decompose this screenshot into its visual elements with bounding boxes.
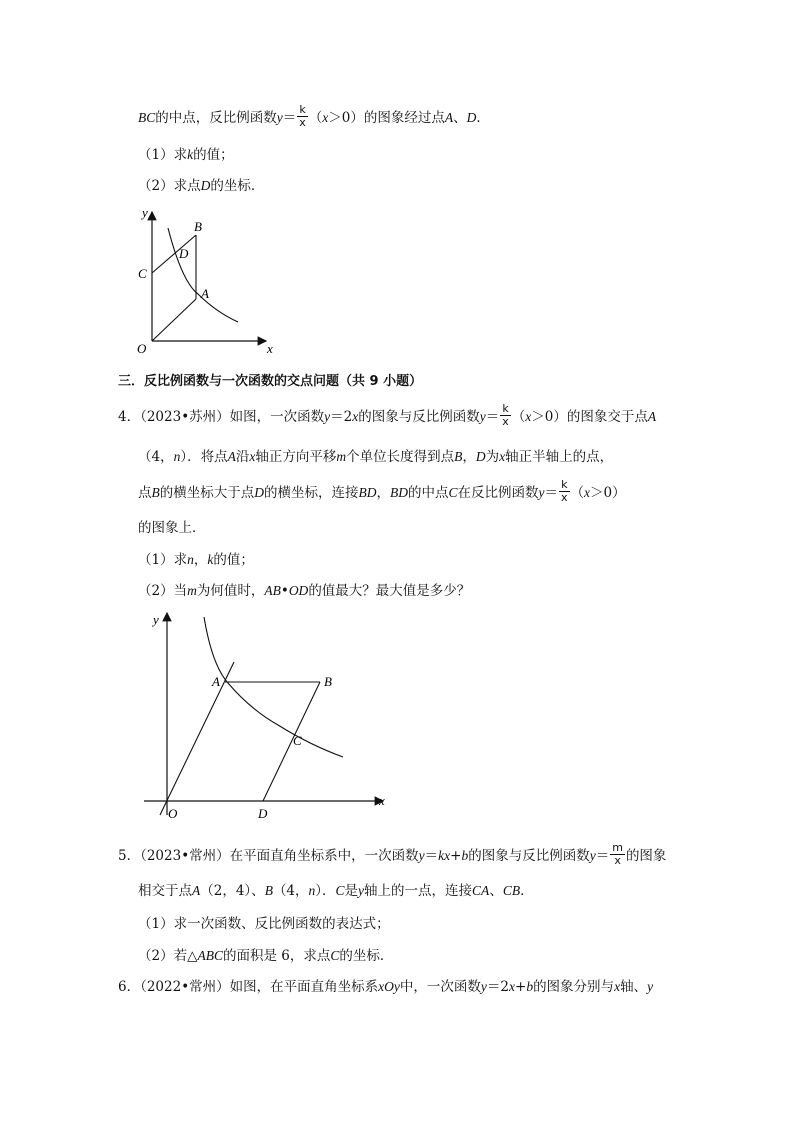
text: ＝2 [486, 979, 509, 995]
segment-oa [152, 299, 196, 341]
text: 在反比例函数 [457, 485, 539, 501]
label-d: D [258, 806, 268, 821]
text: （1）求 [138, 552, 188, 568]
var: x [322, 110, 329, 125]
var: A [647, 409, 657, 424]
text: ， [376, 485, 390, 501]
text: ＝ [424, 848, 439, 864]
prev-question-1 [138, 145, 234, 165]
var: y [358, 883, 365, 898]
text: （2）若△ [138, 948, 198, 964]
text: （ [308, 110, 323, 126]
text: 的横坐标大于点 [159, 485, 255, 501]
text: 的图象与反比例函数 [468, 848, 590, 864]
var: b [461, 848, 469, 863]
label-d: D [179, 246, 189, 261]
fraction-numerator: m [612, 841, 623, 854]
text: 的值最大？最大值是多少？ [308, 583, 471, 599]
var: BD [390, 485, 408, 500]
text: 、 [453, 110, 467, 126]
var: y [589, 848, 596, 863]
var: B [151, 485, 160, 500]
fraction [500, 403, 511, 428]
var: b [526, 979, 534, 994]
text: 的图象 [625, 848, 667, 864]
segment-cb [152, 235, 196, 273]
text: 相交于点 [138, 883, 192, 899]
var: y [647, 979, 654, 994]
var: D [200, 178, 211, 193]
var: x [509, 979, 515, 994]
fraction [559, 479, 570, 504]
label-x: x [267, 341, 273, 356]
text: 个单位长度得到点 [346, 449, 455, 465]
var: D [475, 449, 486, 464]
fraction-denominator: x [614, 854, 621, 867]
text: 的图象与反比例函数 [358, 409, 480, 425]
text: （4， [138, 449, 174, 465]
var: x [499, 449, 506, 464]
problem5-line2 [138, 881, 534, 901]
hyperbola-curve [168, 228, 238, 322]
text: （ [570, 485, 585, 501]
text: ＞0）的图象经过点 [328, 110, 445, 126]
var: CA [472, 883, 490, 898]
var: xOy [378, 979, 400, 994]
segment-bd [263, 682, 320, 801]
text: ＞0）的图象交于点 [531, 409, 648, 425]
label-b: B [324, 674, 332, 689]
text: ＝2 [330, 409, 353, 425]
segment-label: BC [138, 110, 156, 125]
hyperbola-curve [204, 617, 343, 757]
fraction [297, 104, 308, 129]
var: OD [288, 583, 309, 598]
text: ＝ [544, 485, 559, 501]
text: ， [462, 449, 476, 465]
problem4-question-2 [138, 581, 470, 601]
var: B [264, 883, 273, 898]
text: 的中点 [408, 485, 449, 501]
text: ＝ [282, 110, 297, 126]
label-c: C [138, 266, 147, 281]
label-o: O [137, 341, 147, 356]
prev-question-2 [138, 176, 264, 196]
var: k [187, 147, 194, 162]
problem5-question-1: （1）求一次函数、反比例函数的表达式； [138, 916, 390, 932]
var: A [444, 110, 454, 125]
text: 中，一次函数 [399, 979, 481, 995]
problem4-figure [138, 605, 398, 835]
label-y: y [142, 205, 148, 220]
fraction-denominator: x [561, 491, 568, 504]
var: BD [358, 485, 377, 500]
fraction-denominator: x [502, 415, 509, 428]
text: + [515, 979, 527, 995]
var: kx [438, 848, 451, 863]
fraction-numerator: k [297, 104, 308, 117]
text: 的坐标． [339, 948, 394, 964]
prev-problem-statement [138, 103, 490, 131]
var: D [466, 110, 477, 125]
text: 轴正半轴上的点， [505, 449, 614, 465]
var: x [352, 409, 359, 424]
var: B [454, 449, 463, 464]
var: y [479, 409, 486, 424]
var: C [330, 948, 340, 963]
var: x [249, 449, 256, 464]
prev-problem-figure [130, 200, 290, 360]
text: （4， [272, 883, 309, 899]
problem6-line1 [118, 977, 653, 997]
problem4-line2 [138, 447, 613, 467]
var: C [335, 883, 345, 898]
var: m [187, 583, 197, 598]
problem4-line3 [138, 478, 626, 506]
text: 的面积是 6，求点 [222, 948, 331, 964]
text: （1）求 [138, 147, 188, 163]
text: + [450, 848, 462, 864]
text: 为何值时， [196, 583, 265, 599]
var: y [480, 979, 487, 994]
text: 是 [344, 883, 359, 899]
text: 为 [485, 449, 500, 465]
var: C [448, 485, 458, 500]
problem5-question-2 [138, 946, 393, 966]
fraction [610, 842, 625, 867]
text: 5．（2023•常州）在平面直角坐标系中，一次函数 [118, 848, 419, 864]
var: D [254, 485, 264, 500]
text: 点 [138, 485, 152, 501]
label-c: C [293, 733, 302, 748]
text: ． [520, 883, 534, 899]
text: 的中点，反比例函数 [155, 110, 277, 126]
text: 的值； [213, 552, 254, 568]
text: 的坐标． [210, 178, 265, 194]
problem4-line4: 的图象上． [138, 520, 206, 536]
text: ． [476, 110, 490, 126]
text: 4．（2023•苏州）如图，一次函数 [118, 409, 325, 425]
var: CB [502, 883, 521, 898]
text: 沿 [235, 449, 250, 465]
line-y-2x [160, 662, 234, 815]
text: （2，4）、 [200, 883, 265, 899]
text: （2）当 [138, 583, 188, 599]
fraction-denominator: x [299, 116, 306, 129]
text: 的图象分别与 [533, 979, 615, 995]
problem4-line1 [118, 402, 657, 430]
text: • [280, 583, 289, 599]
text: 轴上的一点，连接 [364, 883, 473, 899]
label-a: A [201, 286, 209, 301]
text: 6．（2022•常州）如图，在平面直角坐标系 [118, 979, 379, 995]
text: 的横坐标，连接 [264, 485, 359, 501]
var: y [418, 848, 425, 863]
var: A [227, 449, 236, 464]
fraction-numerator: k [559, 479, 570, 492]
text: 、 [489, 883, 503, 899]
var: A [192, 883, 201, 898]
text: ）．将点 [180, 449, 228, 465]
text: 轴正方向平移 [255, 449, 337, 465]
var: y [276, 110, 283, 125]
label-y: y [153, 612, 159, 627]
text: ＞0） [590, 485, 626, 501]
var: x [525, 409, 532, 424]
problem5-line1 [118, 841, 667, 869]
label-b: B [194, 219, 202, 234]
text: ＝ [485, 409, 500, 425]
text: ）． [315, 883, 336, 899]
problem4-question-1 [138, 550, 254, 570]
var: n [187, 552, 194, 567]
var: AB [264, 583, 281, 598]
fraction-numerator: k [500, 403, 511, 416]
var: ABC [197, 948, 223, 963]
var: y [538, 485, 545, 500]
label-o: O [168, 806, 178, 821]
var: n [173, 449, 181, 464]
var: n [308, 883, 316, 898]
var: m [336, 449, 347, 464]
text: （2）求点 [138, 178, 201, 194]
section-heading: 三．反比例函数与一次函数的交点问题（共 9 小题） [118, 374, 423, 389]
var: y [324, 409, 331, 424]
var: x [584, 485, 591, 500]
text: ＝ [595, 848, 610, 864]
var: x [614, 979, 621, 994]
label-a: A [212, 674, 220, 689]
text: 的值； [193, 147, 234, 163]
label-x: x [379, 793, 385, 808]
text: 轴、 [620, 979, 648, 995]
var: k [207, 552, 214, 567]
text: （ [511, 409, 526, 425]
text: ， [193, 552, 208, 568]
